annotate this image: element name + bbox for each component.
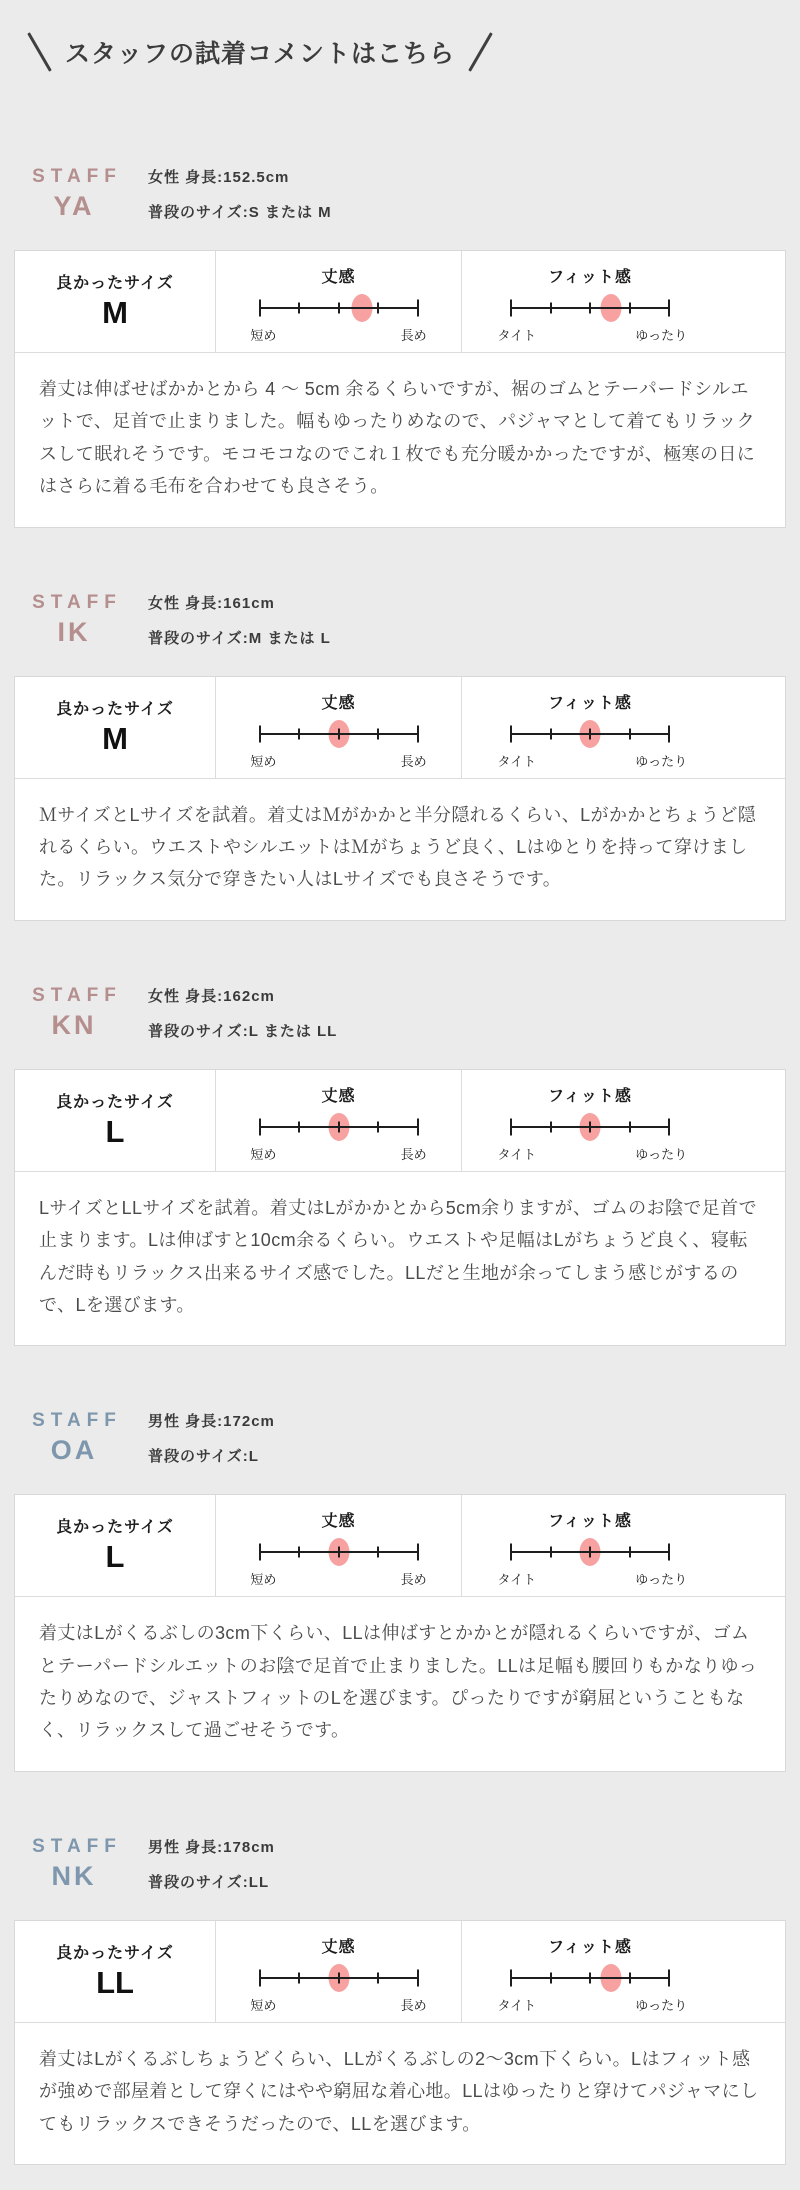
fit-scale	[511, 1964, 669, 1992]
scale-tick	[510, 1544, 512, 1561]
scale-tick	[338, 728, 340, 739]
staff-comment: LサイズとLLサイズを試着。着丈はLがかかとから5cm余りますが、ゴムのお陰で足首で止まります。Lは伸ばすと10cm余るくらい。ウエストや足幅はLがちょうど良く、寝転んだ時もリラックス出来るサイズ感でした。LLだと生地が余ってしまう感じがするので、Lを選びます。	[39, 1197, 757, 1315]
fit-scale-title: フィット感	[548, 1087, 632, 1105]
length-scale-max-label: 長め	[400, 1572, 427, 1588]
length-scale-cell	[215, 251, 461, 352]
scale-tick	[338, 1547, 340, 1558]
fit-scale-cell	[461, 1921, 785, 2022]
scale-tick	[259, 725, 261, 742]
staff-header	[14, 985, 786, 1041]
staff-label: STAFF	[32, 984, 122, 1006]
scale-tick	[259, 1969, 261, 1986]
page-title: スタッフの試着コメントはこちら	[65, 40, 456, 68]
length-scale-title: 丈感	[321, 1513, 356, 1531]
length-scale-max-label: 長め	[400, 328, 427, 343]
good-size-label: 良かったサイズ	[56, 275, 174, 292]
scale-tick	[550, 728, 552, 739]
scale-tick	[338, 303, 340, 314]
good-size-cell	[15, 1495, 215, 1596]
scale-tick	[589, 1972, 591, 1983]
staff-header	[14, 592, 786, 648]
scale-tick	[629, 728, 631, 739]
scale-tick	[589, 303, 591, 314]
scale-tick	[417, 1969, 419, 1986]
scale-tick	[589, 1121, 591, 1132]
tryon-panel	[14, 1069, 786, 1347]
tryon-panel	[14, 1920, 786, 2165]
good-size-cell	[15, 251, 215, 352]
staff-id	[14, 166, 134, 222]
length-scale-cell	[215, 1495, 461, 1596]
scale-tick	[298, 1972, 300, 1983]
staff-section-kn	[0, 985, 800, 1347]
fit-scale-cell	[461, 677, 785, 778]
length-scale-title: 丈感	[321, 694, 356, 712]
fit-scale-min-label: タイト	[497, 328, 537, 343]
staff-initials: YA	[53, 191, 95, 221]
staff-comment: 着丈はLがくるぶしちょうどくらい、LLがくるぶしの2〜3cm下くらい。Lはフィット感が強めで部屋着として穿くにはやや窮屈な着心地。LLはゆったりと穿けてパジャマにしてもリラックスできそうだったので、LLを選びます。	[39, 2048, 759, 2134]
scale-tick	[668, 300, 670, 317]
tryon-panel	[14, 676, 786, 921]
fit-scale-title: フィット感	[548, 694, 632, 712]
staff-label: STAFF	[32, 166, 122, 187]
fit-scale-title: フィット感	[548, 1938, 632, 1956]
staff-header	[14, 166, 786, 222]
scale-tick	[377, 1121, 379, 1132]
length-scale-cell	[215, 677, 461, 778]
staff-usual-size: 普段のサイズ:LL	[148, 1873, 270, 1891]
scale-tick	[589, 1547, 591, 1558]
fit-scale-max-label: ゆったり	[635, 1572, 688, 1588]
staff-id	[14, 592, 134, 648]
length-scale-max-label: 長め	[400, 1997, 427, 2013]
staff-id	[14, 1410, 134, 1466]
staff-initials: IK	[57, 616, 91, 647]
fit-scale	[511, 1538, 669, 1566]
decorative-slash-left-icon	[27, 32, 52, 72]
length-scale-min-label: 短め	[250, 328, 277, 343]
length-scale-min-label: 短め	[250, 1997, 277, 2013]
staff-label: STAFF	[32, 1835, 122, 1857]
staff-initials: OA	[50, 1435, 98, 1466]
scale-tick	[259, 300, 261, 317]
good-size-value: M	[102, 295, 128, 330]
scale-tick	[338, 1972, 340, 1983]
scale-tick	[259, 1118, 261, 1135]
staff-profile	[148, 166, 332, 222]
staff-gender-height: 女性 身長:152.5cm	[148, 169, 290, 186]
rating-row	[15, 1070, 785, 1172]
fit-scale-cell	[461, 1495, 785, 1596]
decorative-slash-right-icon	[468, 32, 493, 72]
staff-label: STAFF	[32, 1410, 122, 1432]
good-size-value: LL	[96, 1964, 134, 2000]
fit-scale	[511, 294, 669, 322]
scale-tick	[338, 1121, 340, 1132]
length-scale-cell	[215, 1070, 461, 1171]
scale-tick	[668, 1969, 670, 1986]
fit-scale-max-label: ゆったり	[635, 1146, 688, 1162]
staff-label: STAFF	[32, 591, 122, 613]
scale-tick	[298, 1547, 300, 1558]
staff-gender-height: 男性 身長:178cm	[148, 1838, 275, 1856]
scale-tick	[550, 303, 552, 314]
staff-comment: ＭサイズとLサイズを試着。着丈はＭがかかと半分隠れるくらい、Lがかかとちょうど隠れるくらい。ウエストやシルエットはＭがちょうど良く、Lはゆとりを持って穿けました。リラックス気分で穿きたい人はLサイズでも良さそうです。	[39, 804, 757, 890]
rating-row	[15, 1495, 785, 1597]
staff-profile	[148, 592, 331, 648]
tryon-panel	[14, 1494, 786, 1772]
staff-initials: NK	[51, 1860, 97, 1891]
scale-tick	[377, 1972, 379, 1983]
fit-scale-cell	[461, 1070, 785, 1171]
fit-scale	[511, 720, 669, 748]
length-scale-min-label: 短め	[250, 1146, 277, 1162]
good-size-value: M	[102, 720, 128, 756]
length-scale	[260, 1964, 418, 1992]
staff-profile	[148, 1410, 275, 1466]
scale-tick	[510, 300, 512, 317]
rating-row	[15, 1921, 785, 2023]
fit-scale-max-label: ゆったり	[635, 753, 688, 769]
staff-gender-height: 女性 身長:162cm	[148, 987, 275, 1005]
length-scale	[260, 720, 418, 748]
scale-tick	[417, 1544, 419, 1561]
staff-id	[14, 985, 134, 1041]
staff-profile	[148, 1836, 275, 1892]
scale-tick	[417, 1118, 419, 1135]
scale-tick	[259, 1544, 261, 1561]
fit-scale-title: フィット感	[548, 269, 632, 286]
staff-usual-size: 普段のサイズ:S または M	[148, 204, 332, 221]
scale-tick	[298, 728, 300, 739]
scale-tick	[629, 303, 631, 314]
fit-scale	[511, 1113, 669, 1141]
scale-tick	[629, 1121, 631, 1132]
staff-gender-height: 男性 身長:172cm	[148, 1413, 275, 1431]
length-scale-cell	[215, 1921, 461, 2022]
length-scale-title: 丈感	[321, 1938, 356, 1956]
scale-tick	[510, 1969, 512, 1986]
good-size-cell	[15, 677, 215, 778]
length-scale	[260, 1113, 418, 1141]
good-size-label: 良かったサイズ	[56, 700, 174, 718]
scale-tick	[298, 1121, 300, 1132]
scale-tick	[298, 303, 300, 314]
scale-tick	[377, 303, 379, 314]
good-size-label: 良かったサイズ	[56, 1519, 174, 1537]
fit-scale-title: フィット感	[548, 1513, 632, 1531]
length-scale-min-label: 短め	[250, 753, 277, 769]
staff-section-ik	[0, 592, 800, 921]
scale-tick	[417, 725, 419, 742]
staff-section-oa	[0, 1410, 800, 1772]
scale-tick	[629, 1547, 631, 1558]
staff-profile	[148, 985, 337, 1041]
scale-tick	[629, 1972, 631, 1983]
good-size-value: L	[105, 1539, 125, 1575]
length-scale	[260, 1538, 418, 1566]
scale-tick	[550, 1547, 552, 1558]
staff-header	[14, 1410, 786, 1466]
fit-scale-min-label: タイト	[497, 1997, 537, 2013]
good-size-label: 良かったサイズ	[56, 1093, 174, 1111]
length-scale-title: 丈感	[321, 1087, 356, 1105]
good-size-cell	[15, 1921, 215, 2022]
staff-comment: 着丈はLがくるぶしの3cm下くらい、LLは伸ばすとかかとが隠れるくらいですが、ゴムとテーパードシルエットのお陰で足首で止まりました。LLは足幅も腰回りもかなりゆったりめなので、ジャストフィットのLを選びます。ぴったりですが窮屈ということもなく、リラックスして過ごせそうです。	[39, 1623, 758, 1741]
page-header	[38, 30, 482, 74]
length-scale	[260, 294, 418, 322]
fit-scale-max-label: ゆったり	[635, 328, 688, 343]
length-scale-max-label: 長め	[400, 753, 427, 769]
scale-tick	[510, 725, 512, 742]
staff-gender-height: 女性 身長:161cm	[148, 594, 275, 612]
staff-comment: 着丈は伸ばせばかかとから 4 〜 5cm 余るくらいですが、裾のゴムとテーパードシルエットで、足首で止まりました。幅もゆったりめなので、パジャマとして着てもリラックスして眠れそうです。モコモコなのでこれ１枚でも充分暖かかったですが、極寒の日にはさらに着る毛布を合わせても良さそう。	[39, 379, 756, 497]
staff-usual-size: 普段のサイズ:M または L	[148, 629, 331, 647]
fit-scale-cell	[461, 251, 785, 352]
good-size-label: 良かったサイズ	[56, 1944, 174, 1962]
length-scale-title: 丈感	[321, 269, 356, 286]
fit-scale-min-label: タイト	[497, 753, 537, 769]
length-scale-max-label: 長め	[400, 1146, 427, 1162]
scale-tick	[668, 1544, 670, 1561]
staff-header	[14, 1836, 786, 1892]
staff-usual-size: 普段のサイズ:L または LL	[148, 1022, 338, 1040]
scale-tick	[377, 728, 379, 739]
rating-row	[15, 251, 785, 353]
staff-section-ya	[0, 166, 800, 528]
scale-tick	[377, 1547, 379, 1558]
staff-usual-size: 普段のサイズ:L	[148, 1448, 259, 1466]
good-size-cell	[15, 1070, 215, 1171]
scale-tick	[668, 725, 670, 742]
tryon-panel	[14, 250, 786, 528]
fit-scale-min-label: タイト	[497, 1146, 537, 1162]
scale-tick	[550, 1972, 552, 1983]
rating-row	[15, 677, 785, 779]
fit-scale-max-label: ゆったり	[635, 1997, 688, 2013]
scale-tick	[417, 300, 419, 317]
scale-tick	[510, 1118, 512, 1135]
fit-scale-min-label: タイト	[497, 1572, 537, 1588]
staff-initials: KN	[51, 1009, 97, 1040]
staff-id	[14, 1836, 134, 1892]
length-scale-min-label: 短め	[250, 1572, 277, 1588]
scale-tick	[668, 1118, 670, 1135]
scale-tick	[550, 1121, 552, 1132]
scale-tick	[589, 728, 591, 739]
good-size-value: L	[105, 1113, 125, 1149]
staff-section-nk	[0, 1836, 800, 2165]
